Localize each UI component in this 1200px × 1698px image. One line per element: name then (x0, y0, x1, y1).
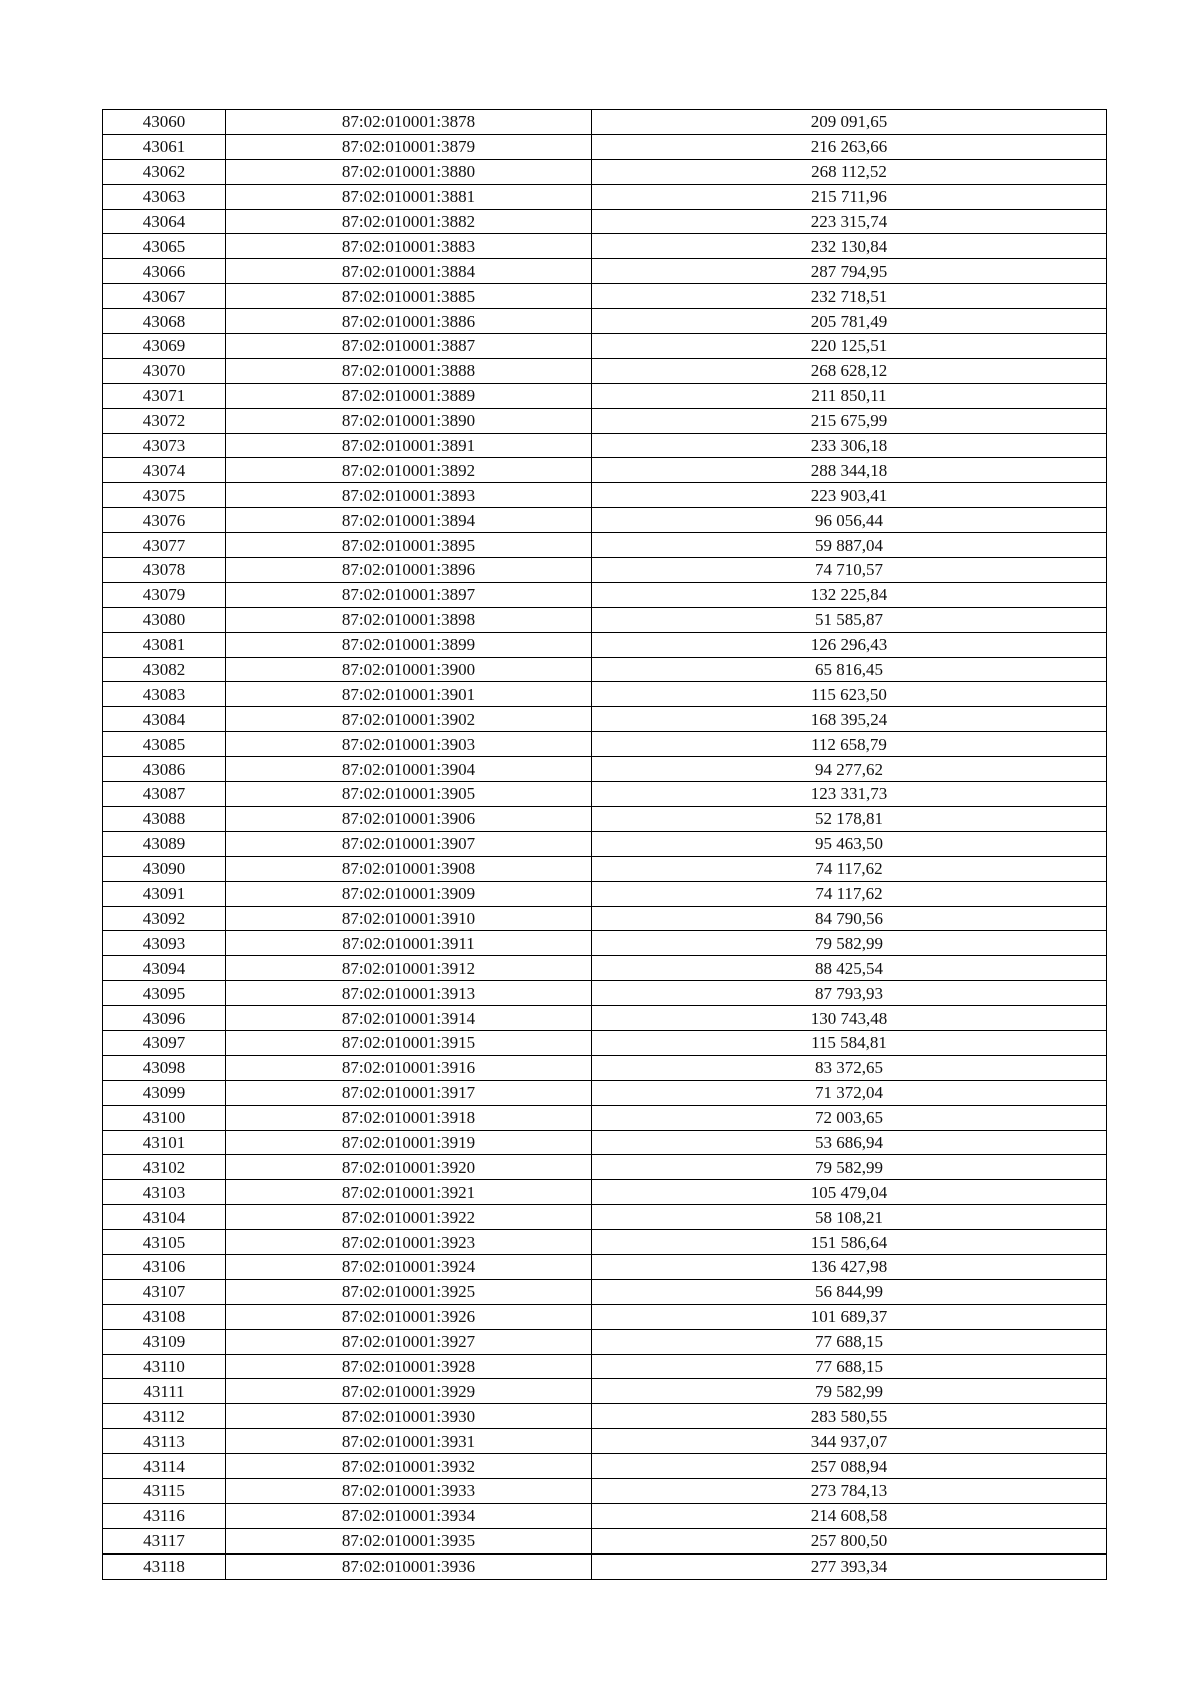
table-row (103, 358, 1107, 383)
cadastral-value-cell: 53 686,94 (592, 1130, 1107, 1155)
cadastral-value-cell: 273 784,13 (592, 1478, 1107, 1503)
cadastral-number-cell: 87:02:010001:3936 (226, 1554, 592, 1579)
cadastral-number-cell: 87:02:010001:3924 (226, 1254, 592, 1279)
table-row (103, 458, 1107, 483)
cadastral-number-cell: 87:02:010001:3930 (226, 1404, 592, 1429)
cadastral-value-cell: 79 582,99 (592, 1155, 1107, 1180)
table-row (103, 1454, 1107, 1479)
cadastral-value-cell: 209 091,65 (592, 110, 1107, 135)
cadastral-value-cell: 344 937,07 (592, 1429, 1107, 1454)
cadastral-number-cell: 87:02:010001:3929 (226, 1379, 592, 1404)
cadastral-number-cell: 87:02:010001:3922 (226, 1205, 592, 1230)
cadastral-value-cell: 205 781,49 (592, 309, 1107, 334)
row-number-cell: 43082 (103, 657, 226, 682)
cadastral-number-cell: 87:02:010001:3934 (226, 1503, 592, 1528)
cadastral-value-cell: 65 816,45 (592, 657, 1107, 682)
cadastral-value-cell: 56 844,99 (592, 1279, 1107, 1304)
cadastral-number-cell: 87:02:010001:3890 (226, 408, 592, 433)
row-number-cell: 43111 (103, 1379, 226, 1404)
table-row (103, 508, 1107, 533)
row-number-cell: 43099 (103, 1080, 226, 1105)
row-number-cell: 43061 (103, 134, 226, 159)
cadastral-value-cell: 84 790,56 (592, 906, 1107, 931)
cadastral-number-cell: 87:02:010001:3925 (226, 1279, 592, 1304)
row-number-cell: 43091 (103, 881, 226, 906)
cadastral-number-cell: 87:02:010001:3883 (226, 234, 592, 259)
table-row (103, 607, 1107, 632)
table-row (103, 931, 1107, 956)
table-row (103, 1379, 1107, 1404)
table-row (103, 582, 1107, 607)
cadastral-value-table (102, 109, 1107, 1580)
cadastral-number-cell: 87:02:010001:3908 (226, 856, 592, 881)
cadastral-value-cell: 83 372,65 (592, 1055, 1107, 1080)
row-number-cell: 43065 (103, 234, 226, 259)
row-number-cell: 43073 (103, 433, 226, 458)
cadastral-value-cell: 79 582,99 (592, 931, 1107, 956)
cadastral-value-cell: 214 608,58 (592, 1503, 1107, 1528)
table-row (103, 806, 1107, 831)
table-row (103, 1155, 1107, 1180)
cadastral-number-cell: 87:02:010001:3921 (226, 1180, 592, 1205)
cadastral-number-cell: 87:02:010001:3907 (226, 831, 592, 856)
cadastral-value-cell: 136 427,98 (592, 1254, 1107, 1279)
cadastral-value-cell: 96 056,44 (592, 508, 1107, 533)
row-number-cell: 43070 (103, 358, 226, 383)
cadastral-number-cell: 87:02:010001:3878 (226, 110, 592, 135)
cadastral-value-cell: 223 315,74 (592, 209, 1107, 234)
cadastral-value-cell: 215 711,96 (592, 184, 1107, 209)
row-number-cell: 43094 (103, 956, 226, 981)
table-row (103, 259, 1107, 284)
table-row (103, 433, 1107, 458)
table-row (103, 956, 1107, 981)
row-number-cell: 43101 (103, 1130, 226, 1155)
cadastral-number-cell: 87:02:010001:3899 (226, 632, 592, 657)
cadastral-value-cell: 115 584,81 (592, 1030, 1107, 1055)
row-number-cell: 43080 (103, 607, 226, 632)
row-number-cell: 43067 (103, 284, 226, 309)
row-number-cell: 43093 (103, 931, 226, 956)
cadastral-number-cell: 87:02:010001:3886 (226, 309, 592, 334)
row-number-cell: 43063 (103, 184, 226, 209)
row-number-cell: 43117 (103, 1528, 226, 1553)
cadastral-value-cell: 126 296,43 (592, 632, 1107, 657)
cadastral-number-cell: 87:02:010001:3903 (226, 732, 592, 757)
table-row (103, 831, 1107, 856)
cadastral-value-cell: 130 743,48 (592, 1006, 1107, 1031)
row-number-cell: 43106 (103, 1254, 226, 1279)
cadastral-value-cell: 58 108,21 (592, 1205, 1107, 1230)
row-number-cell: 43110 (103, 1354, 226, 1379)
row-number-cell: 43103 (103, 1180, 226, 1205)
row-number-cell: 43105 (103, 1230, 226, 1255)
table-row (103, 209, 1107, 234)
cadastral-number-cell: 87:02:010001:3913 (226, 981, 592, 1006)
cadastral-value-cell: 71 372,04 (592, 1080, 1107, 1105)
cadastral-number-cell: 87:02:010001:3911 (226, 931, 592, 956)
cadastral-number-cell: 87:02:010001:3931 (226, 1429, 592, 1454)
table-row (103, 408, 1107, 433)
row-number-cell: 43109 (103, 1329, 226, 1354)
cadastral-value-cell: 52 178,81 (592, 806, 1107, 831)
table-row (103, 881, 1107, 906)
cadastral-value-cell: 77 688,15 (592, 1329, 1107, 1354)
cadastral-number-cell: 87:02:010001:3896 (226, 558, 592, 583)
table-body (103, 110, 1107, 1580)
cadastral-value-cell: 105 479,04 (592, 1180, 1107, 1205)
cadastral-value-cell: 257 088,94 (592, 1454, 1107, 1479)
table-row (103, 309, 1107, 334)
table-row (103, 1528, 1107, 1553)
row-number-cell: 43118 (103, 1554, 226, 1579)
cadastral-value-cell: 168 395,24 (592, 707, 1107, 732)
cadastral-number-cell: 87:02:010001:3927 (226, 1329, 592, 1354)
table-row (103, 1080, 1107, 1105)
table-row (103, 483, 1107, 508)
cadastral-value-cell: 87 793,93 (592, 981, 1107, 1006)
table-row (103, 184, 1107, 209)
table-row (103, 782, 1107, 807)
cadastral-value-cell: 288 344,18 (592, 458, 1107, 483)
row-number-cell: 43089 (103, 831, 226, 856)
table-row (103, 981, 1107, 1006)
cadastral-value-cell: 74 117,62 (592, 881, 1107, 906)
cadastral-number-cell: 87:02:010001:3879 (226, 134, 592, 159)
cadastral-value-cell: 151 586,64 (592, 1230, 1107, 1255)
table-row (103, 1230, 1107, 1255)
table-row (103, 1503, 1107, 1528)
table-row (103, 707, 1107, 732)
table-row (103, 110, 1107, 135)
table-row (103, 383, 1107, 408)
cadastral-number-cell: 87:02:010001:3915 (226, 1030, 592, 1055)
cadastral-number-cell: 87:02:010001:3882 (226, 209, 592, 234)
cadastral-number-cell: 87:02:010001:3902 (226, 707, 592, 732)
table-row (103, 1279, 1107, 1304)
cadastral-value-cell: 283 580,55 (592, 1404, 1107, 1429)
row-number-cell: 43107 (103, 1279, 226, 1304)
row-number-cell: 43060 (103, 110, 226, 135)
cadastral-number-cell: 87:02:010001:3910 (226, 906, 592, 931)
cadastral-number-cell: 87:02:010001:3898 (226, 607, 592, 632)
table-row (103, 906, 1107, 931)
row-number-cell: 43095 (103, 981, 226, 1006)
table-row (103, 1404, 1107, 1429)
cadastral-value-cell: 72 003,65 (592, 1105, 1107, 1130)
table-row (103, 732, 1107, 757)
row-number-cell: 43068 (103, 309, 226, 334)
row-number-cell: 43092 (103, 906, 226, 931)
table-row (103, 1180, 1107, 1205)
table-row (103, 134, 1107, 159)
table-row (103, 1478, 1107, 1503)
row-number-cell: 43062 (103, 159, 226, 184)
table-row (103, 1429, 1107, 1454)
row-number-cell: 43077 (103, 533, 226, 558)
cadastral-number-cell: 87:02:010001:3892 (226, 458, 592, 483)
row-number-cell: 43087 (103, 782, 226, 807)
table-row (103, 1130, 1107, 1155)
row-number-cell: 43071 (103, 383, 226, 408)
row-number-cell: 43090 (103, 856, 226, 881)
cadastral-number-cell: 87:02:010001:3888 (226, 358, 592, 383)
cadastral-value-cell: 215 675,99 (592, 408, 1107, 433)
cadastral-number-cell: 87:02:010001:3895 (226, 533, 592, 558)
cadastral-number-cell: 87:02:010001:3914 (226, 1006, 592, 1031)
cadastral-value-cell: 220 125,51 (592, 334, 1107, 359)
cadastral-number-cell: 87:02:010001:3906 (226, 806, 592, 831)
cadastral-value-cell: 101 689,37 (592, 1304, 1107, 1329)
cadastral-value-cell: 88 425,54 (592, 956, 1107, 981)
cadastral-value-cell: 79 582,99 (592, 1379, 1107, 1404)
table-row (103, 1329, 1107, 1354)
row-number-cell: 43086 (103, 757, 226, 782)
cadastral-number-cell: 87:02:010001:3935 (226, 1528, 592, 1553)
cadastral-number-cell: 87:02:010001:3891 (226, 433, 592, 458)
cadastral-number-cell: 87:02:010001:3916 (226, 1055, 592, 1080)
cadastral-value-cell: 112 658,79 (592, 732, 1107, 757)
row-number-cell: 43112 (103, 1404, 226, 1429)
table-row (103, 856, 1107, 881)
cadastral-value-cell: 51 585,87 (592, 607, 1107, 632)
cadastral-value-cell: 223 903,41 (592, 483, 1107, 508)
table-row (103, 1354, 1107, 1379)
cadastral-value-cell: 277 393,34 (592, 1554, 1107, 1579)
cadastral-value-cell: 115 623,50 (592, 682, 1107, 707)
table-row (103, 1105, 1107, 1130)
table-row (103, 1055, 1107, 1080)
cadastral-value-cell: 216 263,66 (592, 134, 1107, 159)
row-number-cell: 43096 (103, 1006, 226, 1031)
table-row (103, 1006, 1107, 1031)
table-row (103, 159, 1107, 184)
cadastral-number-cell: 87:02:010001:3884 (226, 259, 592, 284)
row-number-cell: 43108 (103, 1304, 226, 1329)
row-number-cell: 43116 (103, 1503, 226, 1528)
cadastral-number-cell: 87:02:010001:3933 (226, 1478, 592, 1503)
row-number-cell: 43069 (103, 334, 226, 359)
cadastral-value-cell: 59 887,04 (592, 533, 1107, 558)
table-row (103, 632, 1107, 657)
cadastral-value-cell: 74 117,62 (592, 856, 1107, 881)
cadastral-value-cell: 287 794,95 (592, 259, 1107, 284)
row-number-cell: 43066 (103, 259, 226, 284)
cadastral-value-cell: 232 130,84 (592, 234, 1107, 259)
cadastral-number-cell: 87:02:010001:3900 (226, 657, 592, 682)
table-row (103, 284, 1107, 309)
row-number-cell: 43076 (103, 508, 226, 533)
row-number-cell: 43064 (103, 209, 226, 234)
row-number-cell: 43075 (103, 483, 226, 508)
cadastral-number-cell: 87:02:010001:3918 (226, 1105, 592, 1130)
cadastral-number-cell: 87:02:010001:3893 (226, 483, 592, 508)
row-number-cell: 43074 (103, 458, 226, 483)
row-number-cell: 43113 (103, 1429, 226, 1454)
table-row (103, 757, 1107, 782)
row-number-cell: 43085 (103, 732, 226, 757)
row-number-cell: 43115 (103, 1478, 226, 1503)
table-row (103, 1254, 1107, 1279)
cadastral-number-cell: 87:02:010001:3928 (226, 1354, 592, 1379)
cadastral-value-cell: 233 306,18 (592, 433, 1107, 458)
cadastral-number-cell: 87:02:010001:3894 (226, 508, 592, 533)
cadastral-number-cell: 87:02:010001:3885 (226, 284, 592, 309)
cadastral-number-cell: 87:02:010001:3880 (226, 159, 592, 184)
table-row (103, 682, 1107, 707)
row-number-cell: 43104 (103, 1205, 226, 1230)
cadastral-value-cell: 123 331,73 (592, 782, 1107, 807)
cadastral-value-cell: 211 850,11 (592, 383, 1107, 408)
table-row (103, 1030, 1107, 1055)
row-number-cell: 43081 (103, 632, 226, 657)
cadastral-number-cell: 87:02:010001:3897 (226, 582, 592, 607)
table-row (103, 1554, 1107, 1579)
table-row (103, 1304, 1107, 1329)
cadastral-value-cell: 77 688,15 (592, 1354, 1107, 1379)
cadastral-value-cell: 257 800,50 (592, 1528, 1107, 1553)
cadastral-value-cell: 95 463,50 (592, 831, 1107, 856)
row-number-cell: 43114 (103, 1454, 226, 1479)
cadastral-value-cell: 268 628,12 (592, 358, 1107, 383)
row-number-cell: 43088 (103, 806, 226, 831)
cadastral-number-cell: 87:02:010001:3917 (226, 1080, 592, 1105)
cadastral-value-cell: 268 112,52 (592, 159, 1107, 184)
cadastral-value-cell: 94 277,62 (592, 757, 1107, 782)
cadastral-number-cell: 87:02:010001:3932 (226, 1454, 592, 1479)
row-number-cell: 43079 (103, 582, 226, 607)
row-number-cell: 43084 (103, 707, 226, 732)
row-number-cell: 43072 (103, 408, 226, 433)
cadastral-number-cell: 87:02:010001:3904 (226, 757, 592, 782)
row-number-cell: 43102 (103, 1155, 226, 1180)
cadastral-number-cell: 87:02:010001:3923 (226, 1230, 592, 1255)
table-row (103, 533, 1107, 558)
table-row (103, 334, 1107, 359)
cadastral-value-cell: 132 225,84 (592, 582, 1107, 607)
table-row (103, 234, 1107, 259)
cadastral-number-cell: 87:02:010001:3920 (226, 1155, 592, 1180)
cadastral-number-cell: 87:02:010001:3881 (226, 184, 592, 209)
cadastral-value-cell: 232 718,51 (592, 284, 1107, 309)
cadastral-number-cell: 87:02:010001:3919 (226, 1130, 592, 1155)
row-number-cell: 43097 (103, 1030, 226, 1055)
cadastral-number-cell: 87:02:010001:3905 (226, 782, 592, 807)
cadastral-number-cell: 87:02:010001:3887 (226, 334, 592, 359)
cadastral-number-cell: 87:02:010001:3889 (226, 383, 592, 408)
cadastral-number-cell: 87:02:010001:3909 (226, 881, 592, 906)
table-row (103, 657, 1107, 682)
cadastral-number-cell: 87:02:010001:3926 (226, 1304, 592, 1329)
row-number-cell: 43083 (103, 682, 226, 707)
cadastral-number-cell: 87:02:010001:3901 (226, 682, 592, 707)
row-number-cell: 43098 (103, 1055, 226, 1080)
cadastral-value-cell: 74 710,57 (592, 558, 1107, 583)
table-row (103, 558, 1107, 583)
table-row (103, 1205, 1107, 1230)
cadastral-number-cell: 87:02:010001:3912 (226, 956, 592, 981)
row-number-cell: 43100 (103, 1105, 226, 1130)
row-number-cell: 43078 (103, 558, 226, 583)
